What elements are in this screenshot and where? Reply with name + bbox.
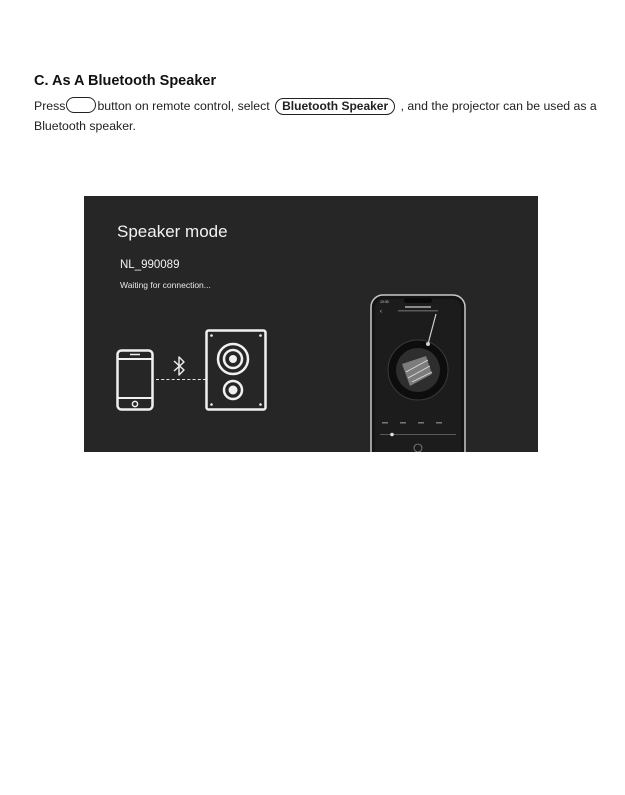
speaker-mode-screen bbox=[84, 196, 538, 452]
svg-text:‹: ‹ bbox=[380, 309, 382, 315]
instruction-text-rest: , and the projector can be used as a Bluetooth speaker. bbox=[34, 99, 597, 133]
connection-status: Waiting for connection... bbox=[120, 280, 211, 290]
instruction-text-press: Press bbox=[34, 99, 66, 113]
section-heading: C. As A Bluetooth Speaker bbox=[34, 73, 217, 89]
smartphone-icon bbox=[116, 349, 154, 411]
svg-text:10:30: 10:30 bbox=[380, 300, 389, 304]
bluetooth-icon bbox=[172, 355, 186, 377]
screen-title: Speaker mode bbox=[117, 222, 228, 241]
instruction-paragraph bbox=[34, 96, 614, 136]
remote-button-icon bbox=[66, 97, 96, 113]
connection-dashed-line bbox=[156, 379, 206, 380]
phone-music-app-icon bbox=[370, 294, 466, 452]
speaker-icon bbox=[205, 329, 267, 411]
device-name: NL_990089 bbox=[120, 259, 180, 271]
bluetooth-speaker-option: Bluetooth Speaker bbox=[275, 98, 395, 115]
instruction-text-remote: button on remote control, select bbox=[97, 99, 270, 113]
